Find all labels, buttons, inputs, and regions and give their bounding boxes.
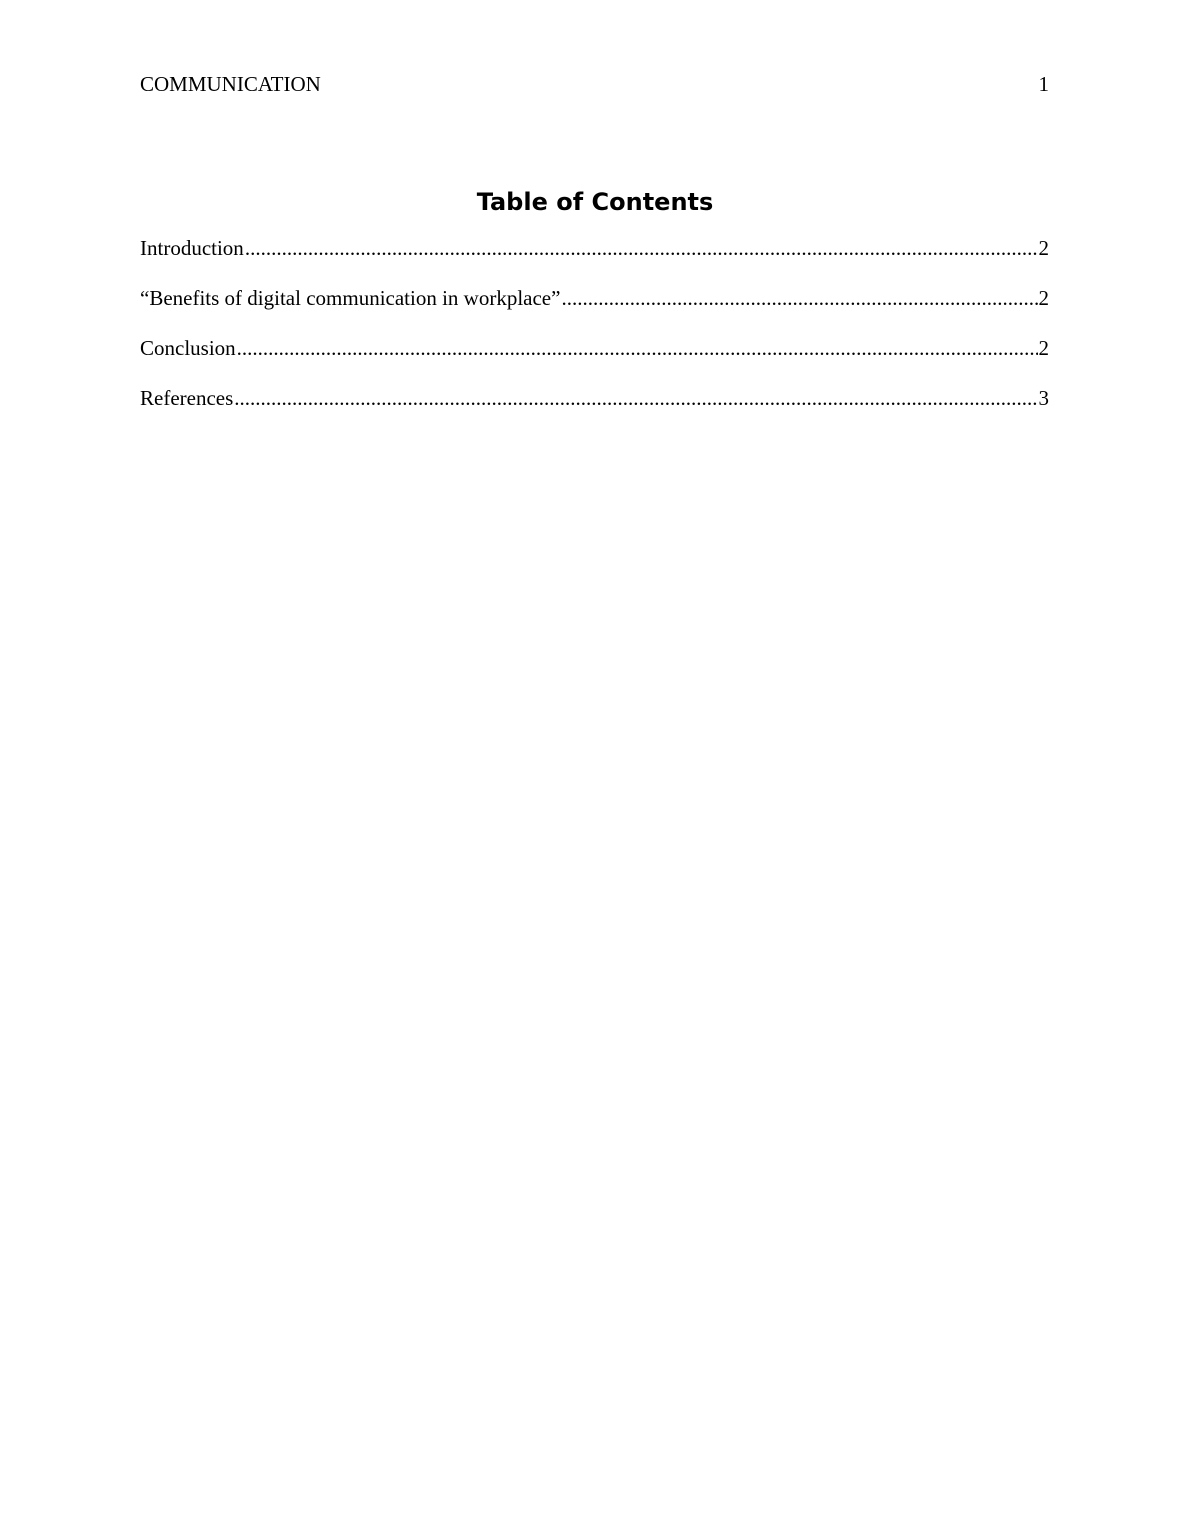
toc-entry-label: “Benefits of digital communication in workplace” (140, 286, 561, 310)
toc-entry-benefits[interactable] (140, 284, 1049, 334)
toc-entry-conclusion[interactable] (140, 334, 1049, 384)
toc-entry-label: Conclusion (140, 336, 236, 360)
toc-entry-page: 3 (1038, 386, 1049, 410)
toc-entry-label: References (140, 386, 234, 410)
toc-entry-page: 2 (1038, 236, 1049, 260)
toc-entry-page: 2 (1038, 286, 1049, 310)
page-number: 1 (1038, 72, 1049, 96)
table-of-contents (140, 234, 1049, 434)
toc-entry-label: Introduction (140, 236, 244, 260)
toc-dot-leader (245, 234, 1038, 262)
toc-title: Table of Contents (476, 188, 714, 216)
toc-entry-page: 2 (1038, 336, 1049, 360)
toc-dot-leader (234, 384, 1037, 412)
toc-dot-leader (561, 284, 1037, 312)
running-head: COMMUNICATION (140, 72, 321, 96)
page-header (140, 70, 1049, 98)
toc-dot-leader (237, 334, 1038, 362)
toc-entry-introduction[interactable] (140, 234, 1049, 284)
toc-entry-references[interactable] (140, 384, 1049, 434)
